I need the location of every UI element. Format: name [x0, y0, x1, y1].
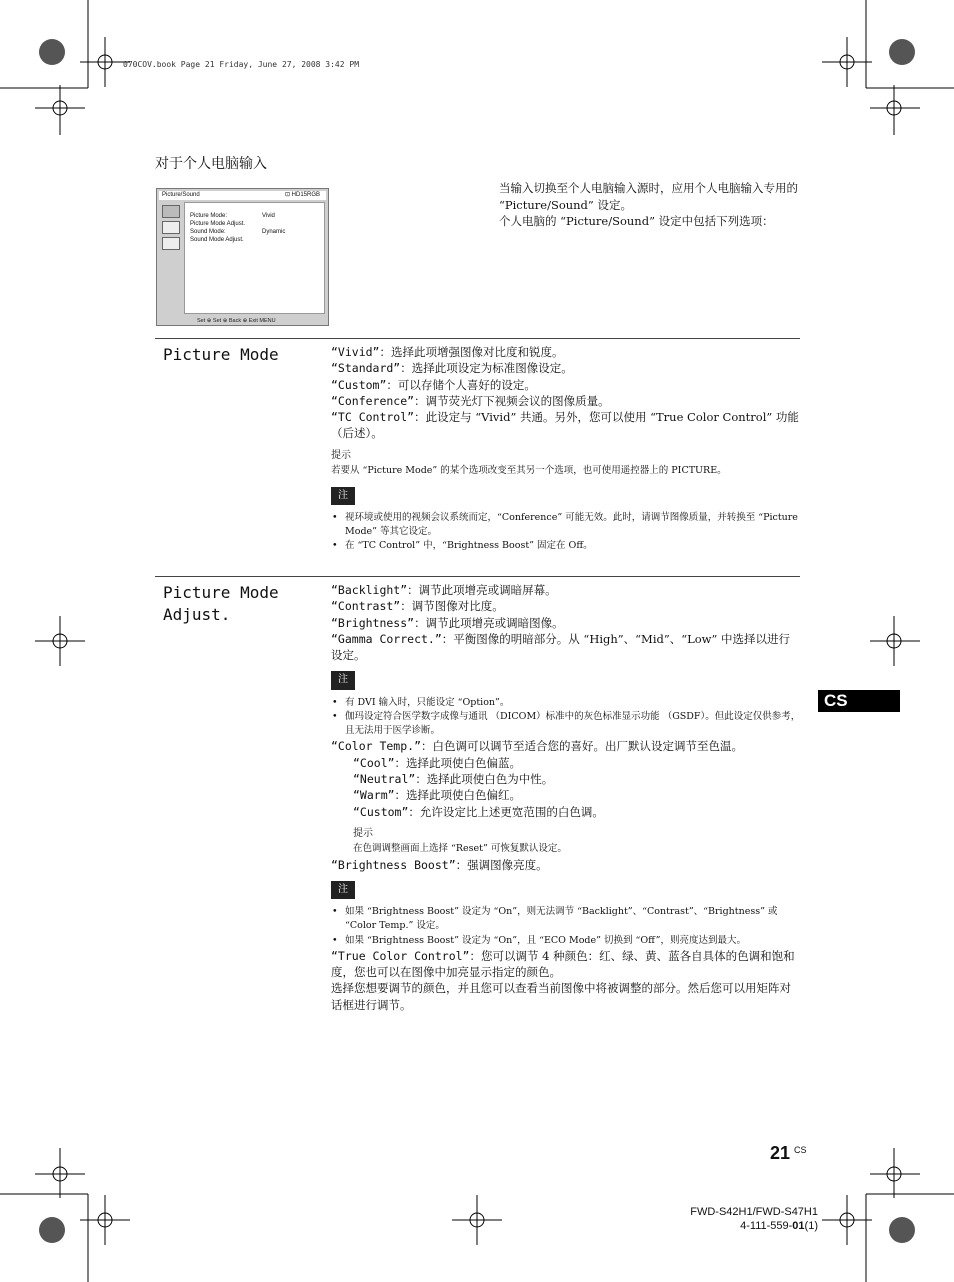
note-item: • 如果 “Brightness Boost” 设定为 “On”，则无法调节 “Backlight”、“Contrast”、“Brightness” 或 “Color Temp.” 设定。: [331, 905, 801, 933]
divider-1: [155, 338, 800, 339]
note-item: • 在 “TC Control” 中，“Brightness Boost” 固定在 Off。: [331, 539, 801, 553]
pm-item-desc: ：此设定与 “Vivid” 共通。另外，您可以使用 “True Color Control” 功能 （后述）。: [331, 410, 799, 441]
ct-item-name: “Cool”: [353, 755, 395, 770]
pm-item-desc: ：调节荧光灯下视频会议的图像质量。: [414, 393, 610, 408]
pma-item: [331, 582, 801, 598]
page-lang: CS: [794, 1145, 807, 1155]
tip-label: 提示: [331, 449, 351, 461]
pm-item-name: “Conference”: [331, 393, 415, 408]
language-tab: CS: [818, 690, 900, 712]
model-name: FWD-S42H1/FWD-S47H1: [690, 1206, 818, 1218]
bb-desc: ：强调图像亮度。: [455, 857, 548, 872]
note-item: • 视环境或使用的视频会议系统而定，“Conference” 可能无效。此时，请调节图像质量，并转换至 “Picture Mode” 等其它设定。: [331, 511, 801, 539]
ct-item: [353, 804, 801, 820]
menu-row-label: Sound Mode:: [190, 229, 226, 235]
intro-p2: 个人电脑的 “Picture/Sound” 设定中包括下列选项：: [499, 214, 774, 228]
note-list: [331, 696, 801, 739]
color-temp: [331, 738, 801, 754]
menu-row-label: Sound Mode Adjust.: [190, 237, 244, 243]
note-label: 注: [331, 487, 355, 505]
menu-title-bar: [159, 191, 326, 200]
tip-text: 若要从 “Picture Mode” 的某个选项改变至其另一个选项，也可使用遥控器上的 PICTURE。: [331, 465, 727, 477]
term-picture-mode: Picture Mode: [163, 345, 279, 364]
true-color-p2: 选择您想要调节的颜色，并且您可以查看当前图像中将被调整的部分。然后您可以用矩阵对话框进行调节。: [331, 981, 791, 1012]
menu-row: [190, 212, 324, 220]
picture-mode-body: [331, 344, 801, 553]
pma-item-name: “Backlight”: [331, 583, 408, 597]
pm-item: [331, 377, 801, 393]
pm-item-desc: ：选择此项设定为标准图像设定。: [400, 361, 573, 376]
pm-item-name: “Custom”: [331, 377, 387, 392]
ct-item: [353, 787, 801, 803]
menu-row-label: Picture Mode Adjust.: [190, 221, 246, 227]
note-label: 注: [331, 671, 355, 689]
pma-item-desc: ：调节此项增亮或调暗屏幕。: [407, 583, 557, 597]
term-line: Picture Mode: [163, 583, 279, 602]
menu-row: [190, 220, 324, 228]
menu-input-label: HD15RGB: [291, 192, 320, 198]
pm-item-desc: ：选择此项增强图像对比度和锐度。: [379, 345, 564, 359]
menu-row-value: Dynamic: [262, 229, 286, 235]
ct-item-name: “Custom”: [353, 804, 409, 819]
menu-title: Picture/Sound: [162, 192, 200, 198]
menu-screenshot: [156, 188, 329, 326]
ct-item-desc: ：选择此项使白色偏红。: [394, 788, 522, 803]
menu-row-label: Picture Mode:: [190, 213, 228, 219]
menu-icon-column: [160, 203, 182, 317]
note-item: • 伽玛设定符合医学数字成像与通讯 （DICOM）标准中的灰色标准显示功能 （GSDF）。但此设定仅供参考，且无法用于医学诊断。: [331, 710, 801, 738]
pma-item: [331, 615, 801, 631]
doc-code-post: (1): [804, 1220, 818, 1232]
note-item: • 有 DVI 输入时，只能设定 “Option”。: [331, 696, 801, 710]
term-line: Adjust.: [163, 605, 231, 624]
note-list: [331, 511, 801, 554]
true-color-control: [331, 948, 801, 981]
pm-item-name: “Standard”: [331, 361, 401, 376]
pma-item-name: “Brightness”: [331, 615, 415, 630]
tcc-name: “True Color Control”: [331, 948, 470, 963]
pm-item: [331, 360, 801, 376]
pma-item-desc: ：调节图像对比度。: [400, 599, 504, 614]
divider-2: [155, 576, 800, 577]
doc-code-bold: 01: [792, 1220, 805, 1232]
menu-row: [190, 228, 324, 236]
color-temp-desc: ：白色调可以调节至适合您的喜好。出厂默认设定调节至色温。: [421, 739, 744, 754]
section-title: 对于个人电脑输入: [155, 156, 267, 172]
model-info: [690, 1205, 818, 1233]
menu-footer: Set ⊕ Set ⊕ Back ⊕ Exit MENU: [197, 318, 276, 324]
ct-item-name: “Neutral”: [353, 771, 416, 786]
picture-mode-adjust-body: [331, 582, 801, 1013]
term-picture-mode-adjust: [163, 582, 279, 626]
note-item: • 如果 “Brightness Boost” 设定为 “On”，且 “ECO Mode” 切换到 “Off”，则亮度达到最大。: [331, 934, 801, 948]
pm-item: [331, 344, 801, 360]
ct-item-desc: ：允许设定比上述更宽范围的白色调。: [408, 804, 604, 819]
tip-label: 提示: [353, 827, 373, 839]
pma-item: [331, 631, 801, 664]
note-list: [331, 905, 801, 948]
file-info-header: 070COV.book Page 21 Friday, June 27, 2008 3:42 PM: [123, 60, 360, 69]
doc-code-pre: 4-111-559-: [740, 1220, 793, 1232]
tip-text: 在色调调整画面上选择 “Reset” 可恢复默认设定。: [353, 843, 567, 855]
setup-icon: [162, 237, 180, 250]
intro-p1: 当输入切换至个人电脑输入源时，应用个人电脑输入专用的 “Picture/Sound” 设定。: [499, 181, 798, 212]
pma-item: [331, 598, 801, 614]
pma-item-desc: ：平衡图像的明暗部分。从 “High”、“Mid”、“Low” 中选择以进行设定。: [331, 631, 791, 663]
color-temp-name: “Color Temp.”: [331, 739, 422, 754]
tcc-desc: ：您可以调节 4 种颜色：红、绿、黄、蓝各自具体的色调和饱和度，您也可以在图像中加亮显示指定的颜色。: [331, 948, 795, 980]
page-number-value: 21: [770, 1143, 791, 1163]
color-temp-options: [331, 755, 801, 857]
brightness-boost: [331, 857, 801, 873]
pm-item-desc: ：可以存储个人喜好的设定。: [386, 377, 536, 392]
note-label: 注: [331, 881, 355, 899]
intro-text: [499, 180, 801, 230]
doc-code: [690, 1219, 818, 1233]
ct-item-name: “Warm”: [353, 788, 395, 803]
bb-name: “Brightness Boost”: [331, 857, 456, 872]
ct-item-desc: ：选择此项使白色偏蓝。: [394, 755, 522, 770]
menu-row: [190, 236, 324, 244]
pma-item-desc: ：调节此项增亮或调暗图像。: [414, 615, 564, 630]
ct-item-desc: ：选择此项使白色为中性。: [415, 771, 554, 786]
pm-item-name: “TC Control”: [331, 410, 415, 425]
picture-icon: [162, 205, 180, 218]
ct-item: [353, 755, 801, 771]
pma-item-name: “Gamma Correct.”: [331, 631, 442, 646]
page-number: [770, 1143, 807, 1164]
pm-item: [331, 393, 801, 409]
menu-input: ⊡ HD15RGB: [284, 192, 320, 198]
sound-icon: [162, 221, 180, 234]
ct-item: [353, 771, 801, 787]
pm-item: [331, 409, 801, 442]
pma-item-name: “Contrast”: [331, 599, 401, 614]
menu-panel: [184, 202, 325, 314]
pm-item-name: “Vivid”: [331, 345, 380, 359]
menu-row-value: Vivid: [262, 213, 275, 219]
